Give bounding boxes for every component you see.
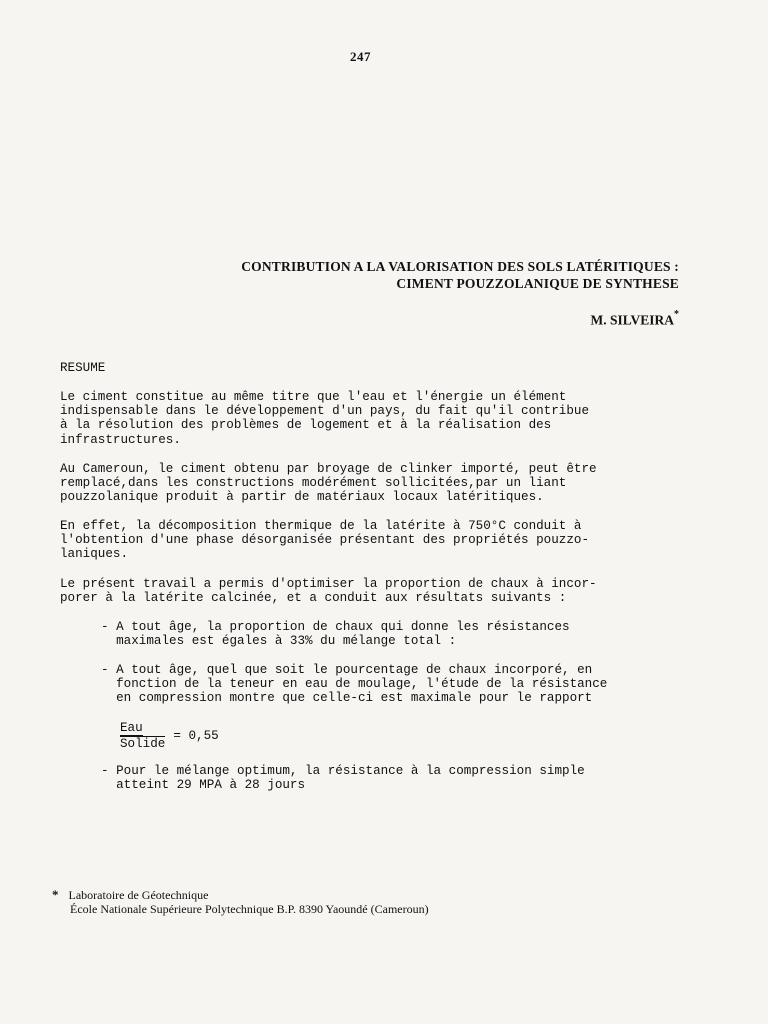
footnote-marker: * — [52, 887, 59, 902]
author — [590, 311, 679, 329]
result-item: - A tout âge, la proportion de chaux qui donne les résistances maximales est égales à 33% du mélange total : — [101, 620, 570, 649]
paper-title-line-1: CONTRIBUTION A LA VALORISATION DES SOLS LATÉRITIQUES : — [241, 259, 679, 274]
page-number: 247 — [350, 49, 371, 64]
abstract-paragraph: Au Cameroun, le ciment obtenu par broyage de clinker importé, peut être remplacé,dans les constructions modérément sollicitées,par un liant pouzzolanique produit à partir de matériaux locaux latéritiques. — [60, 462, 597, 505]
result-item: - Pour le mélange optimum, la résistance à la compression simple atteint 29 MPA à 28 jours — [101, 764, 585, 793]
abstract-paragraph: En effet, la décomposition thermique de la latérite à 750°C conduit à l'obtention d'une phase désorganisée présentant des propriétés pouzzo- laniques. — [60, 519, 590, 562]
ratio-numerator: Eau — [120, 721, 143, 735]
ratio-denominator: Solide — [120, 737, 166, 751]
ratio-fraction — [120, 722, 165, 751]
footnote-affiliation: Laboratoire de Géotechnique — [68, 888, 209, 902]
paper-title-line-2: CIMENT POUZZOLANIQUE DE SYNTHESE — [396, 276, 679, 291]
footnote-line-2: École Nationale Supérieure Polytechnique B.P. 8390 Yaoundé (Cameroun) — [70, 902, 429, 916]
result-item: - A tout âge, quel que soit le pourcentage de chaux incorporé, en fonction de la teneur en eau de moulage, l'étude de la résistance en compression montre que celle-ci est maximale pour le rapport — [101, 663, 608, 706]
author-name: M. SILVEIRA — [590, 312, 674, 328]
abstract-paragraph: Le ciment constitue au même titre que l'eau et l'énergie un élément indispensable dans le développement d'un pays, du fait qu'il contribue à la résolution des problèmes de logement et à la réalisation des infrastructures. — [60, 390, 590, 447]
footnote-line-1 — [52, 887, 208, 903]
water-solid-ratio — [120, 722, 219, 751]
abstract-heading: RESUME — [60, 361, 106, 375]
author-footnote-marker: * — [674, 309, 679, 320]
ratio-value: = 0,55 — [173, 729, 219, 744]
abstract-paragraph: Le présent travail a permis d'optimiser la proportion de chaux à incor- porer à la latérite calcinée, et a conduit aux résultats suivants : — [60, 577, 597, 606]
